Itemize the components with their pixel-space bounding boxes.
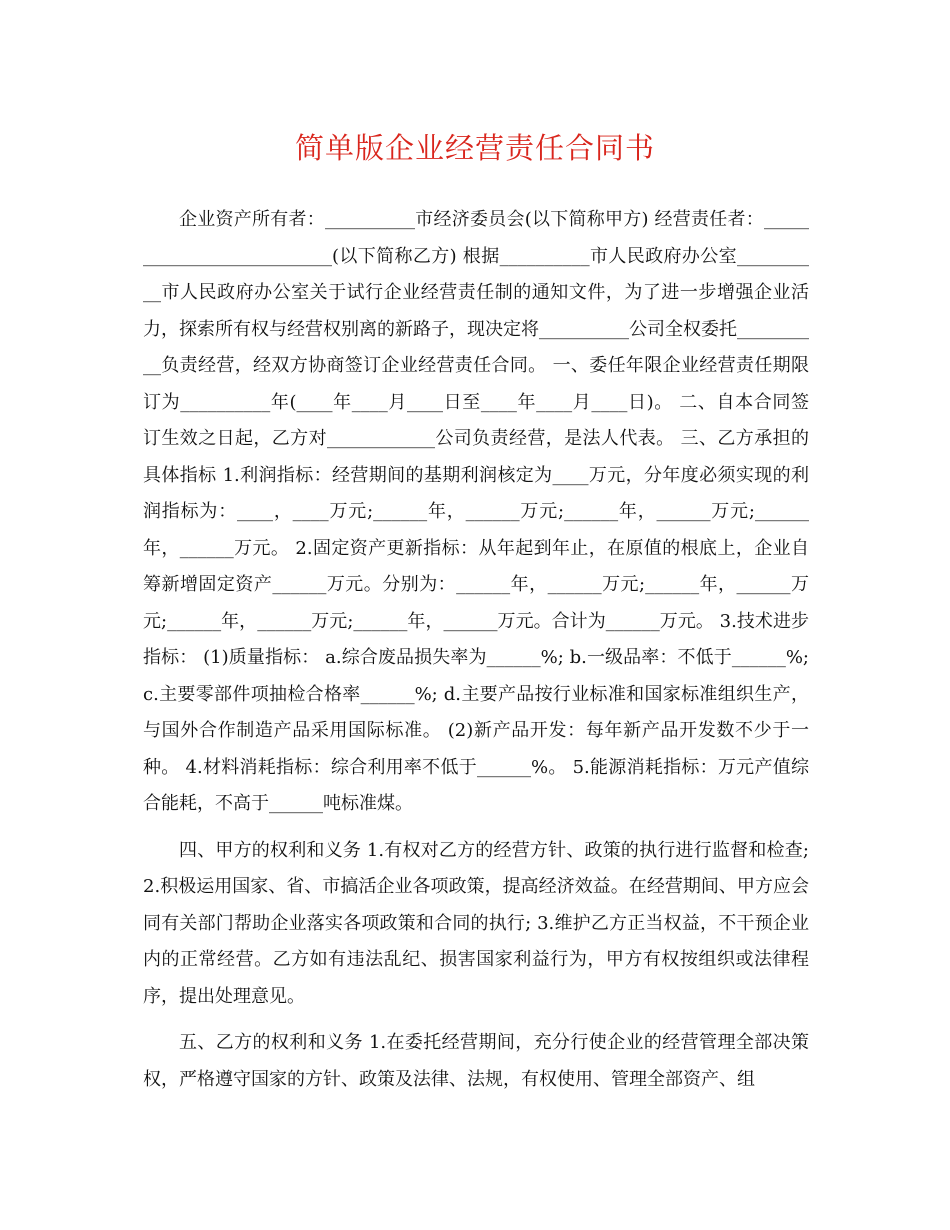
document-body: [143, 202, 809, 1098]
paragraph-contract-intro: 企业资产所有者：__________市经济委员会(以下简称甲方) 经营责任者：__________________________(以下简称乙方) 根据__________市人民政府办公室__________市人民政府办公室关于试行企业经营责任制的通知文件，为了进一步增强企业活力，探索所有权与经营权别离的新路子，现决定将__________公司全权委托__________负责经营，经双方协商签订企业经营责任合同。 一、委任年限企业经营责任期限订为__________年(____年____月____日至____年____月____日)。 二、自本合同签订生效之日起，乙方对____________公司负责经营，是法人代表。 三、乙方承担的具体指标 1.利润指标：经营期间的基期利润核定为____万元，分年度必须实现的利润指标为：____，____万元;______年，______万元;______年，______万元;______年，______万元。 2.固定资产更新指标：从年起到年止，在原值的根底上，企业自筹新增固定资产______万元。分别为：______年，______万元;______年，______万元;______年，______万元;______年，______万元。合计为______万元。 3.技术进步指标： (1)质量指标： a.综合废品损失率为______%; b.一级品率：不低于______%; c.主要零部件项抽检合格率______%; d.主要产品按行业标准和国家标准组织生产，与国外合作制造产品采用国际标准。 (2)新产品开发：每年新产品开发数不少于一种。 4.材料消耗指标：综合利用率不低于______%。 5.能源消耗指标：万元产值综合能耗，不高于______吨标准煤。: [143, 209, 809, 814]
paragraph-party-a-rights: 四、甲方的权利和义务 1.有权对乙方的经营方针、政策的执行进行监督和检查; 2.积极运用国家、省、市搞活企业各项政策，提高经济效益。在经营期间、甲方应会同有关部门帮助企业落实各项政策和合同的执行; 3.维护乙方正当权益，不干预企业内的正常经营。乙方如有违法乱纪、损害国家利益行为，甲方有权按组织或法律程序，提出处理意见。: [143, 839, 809, 1007]
document-title: 简单版企业经营责任合同书: [294, 131, 655, 165]
paragraph-party-b-rights: 五、乙方的权利和义务 1.在委托经营期间，充分行使企业的经营管理全部决策权，严格遵守国家的方针、政策及法律、法规，有权使用、管理全部资产、组: [143, 1032, 809, 1090]
